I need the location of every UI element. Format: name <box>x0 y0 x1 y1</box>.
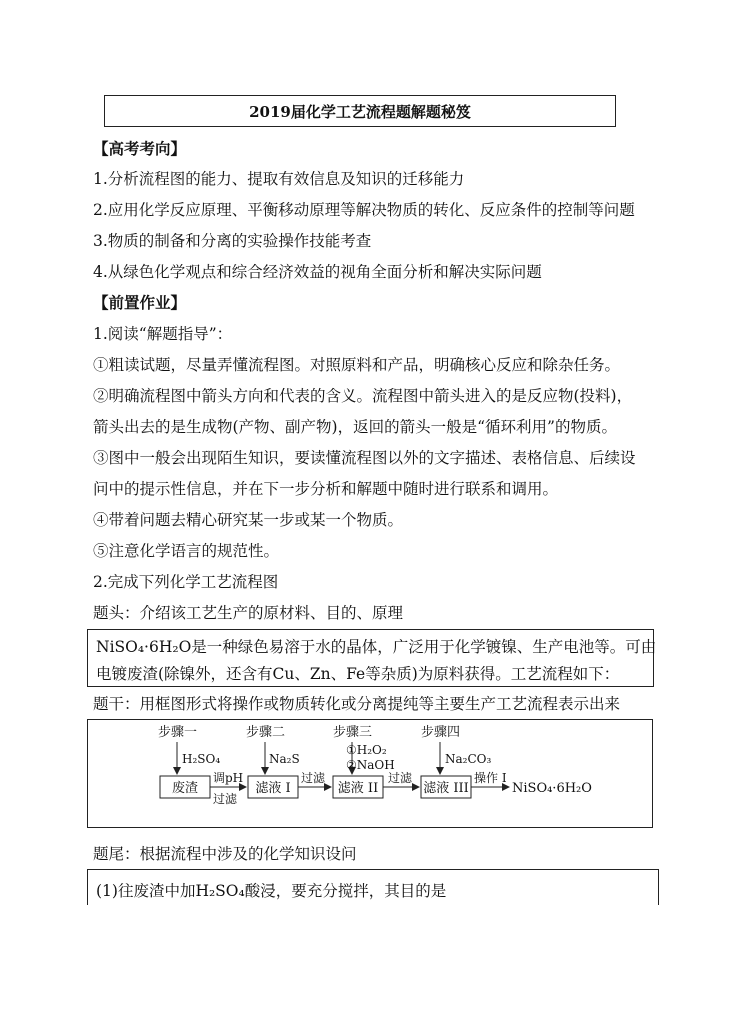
label-operation-1: 操作 I <box>474 771 507 785</box>
tip-3-cont: 问中的提示性信息，并在下一步分析和解题中随时进行联系和调用。 <box>93 480 559 498</box>
step-3-label: 步骤三 <box>333 725 373 740</box>
label-filter-1: 过滤 <box>213 792 238 806</box>
exam-point-1: 1.分析流程图的能力、提取有效信息及知识的迁移能力 <box>93 170 465 188</box>
question-1: (1)往废渣中加H₂SO₄酸浸，要充分搅拌，其目的是 <box>96 882 447 900</box>
title-text: 2019届化学工艺流程题解题秘笈 <box>249 102 471 121</box>
exam-point-2: 2.应用化学反应原理、平衡移动原理等解决物质的转化、反应条件的控制等问题 <box>93 201 635 219</box>
tail-label: 题尾：根据流程中涉及的化学知识设问 <box>93 845 357 863</box>
product-label: NiSO₄·6H₂O <box>512 781 592 796</box>
complete-flow-title: 2.完成下列化学工艺流程图 <box>93 573 279 591</box>
exam-point-3: 3.物质的制备和分离的实验操作技能考查 <box>93 232 372 250</box>
exam-point-4: 4.从绿色化学观点和综合经济效益的视角全面分析和解决实际问题 <box>93 263 542 281</box>
tip-2-cont: 箭头出去的是生成物(产物、副产物)，返回的箭头一般是“循环利用”的物质。 <box>93 418 617 436</box>
process-flow-diagram <box>87 719 653 828</box>
box-residue-label: 废渣 <box>171 781 199 796</box>
label-filter-3: 过滤 <box>388 771 413 785</box>
reagent-h2so4: H₂SO₄ <box>182 752 221 766</box>
question-box <box>87 869 659 905</box>
tip-3: ③图中一般会出现陌生知识，要读懂流程图以外的文字描述、表格信息、后续设 <box>93 449 636 467</box>
heading-pre-homework: 【前置作业】 <box>93 293 187 312</box>
head-label: 题头：介绍该工艺生产的原材料、目的、原理 <box>93 604 404 622</box>
label-filter-2: 过滤 <box>301 771 326 785</box>
info-box <box>87 629 657 687</box>
reagent-naoh: ②NaOH <box>346 758 395 772</box>
reagent-na2s: Na₂S <box>269 752 300 766</box>
info-line-2: 电镀废渣(除镍外，还含有Cu、Zn、Fe等杂质)为原料获得。工艺流程如下： <box>96 665 620 683</box>
tip-4: ④带着问题去精心研究某一步或某一个物质。 <box>93 511 404 529</box>
tip-5: ⑤注意化学语言的规范性。 <box>93 542 280 560</box>
tip-2: ②明确流程图中箭头方向和代表的含义。流程图中箭头进入的是反应物(投料)， <box>93 387 633 405</box>
document-title <box>104 95 616 127</box>
box-filtrate-2-label: 滤液 II <box>337 781 379 796</box>
box-filtrate-1-label: 滤液 I <box>255 781 291 796</box>
step-1-label: 步骤一 <box>158 725 198 740</box>
box-filtrate-3-label: 滤液 III <box>423 781 469 796</box>
label-adjust-ph: 调pH <box>213 771 244 785</box>
step-2-label: 步骤二 <box>246 725 286 740</box>
stem-label: 题干：用框图形式将操作或物质转化或分离提纯等主要生产工艺流程表示出来 <box>93 695 621 713</box>
info-line-1: NiSO₄·6H₂O是一种绿色易溶于水的晶体，广泛用于化学镀镍、生产电池等。可由 <box>96 638 657 656</box>
heading-exam-direction: 【高考考向】 <box>93 139 187 158</box>
step-4-label: 步骤四 <box>421 725 461 740</box>
read-guide-title: 1.阅读“解题指导”： <box>93 325 233 343</box>
tip-1: ①粗读试题，尽量弄懂流程图。对照原料和产品，明确核心反应和除杂任务。 <box>93 356 621 374</box>
reagent-na2co3: Na₂CO₃ <box>445 752 492 766</box>
reagent-h2o2: ①H₂O₂ <box>346 743 387 757</box>
